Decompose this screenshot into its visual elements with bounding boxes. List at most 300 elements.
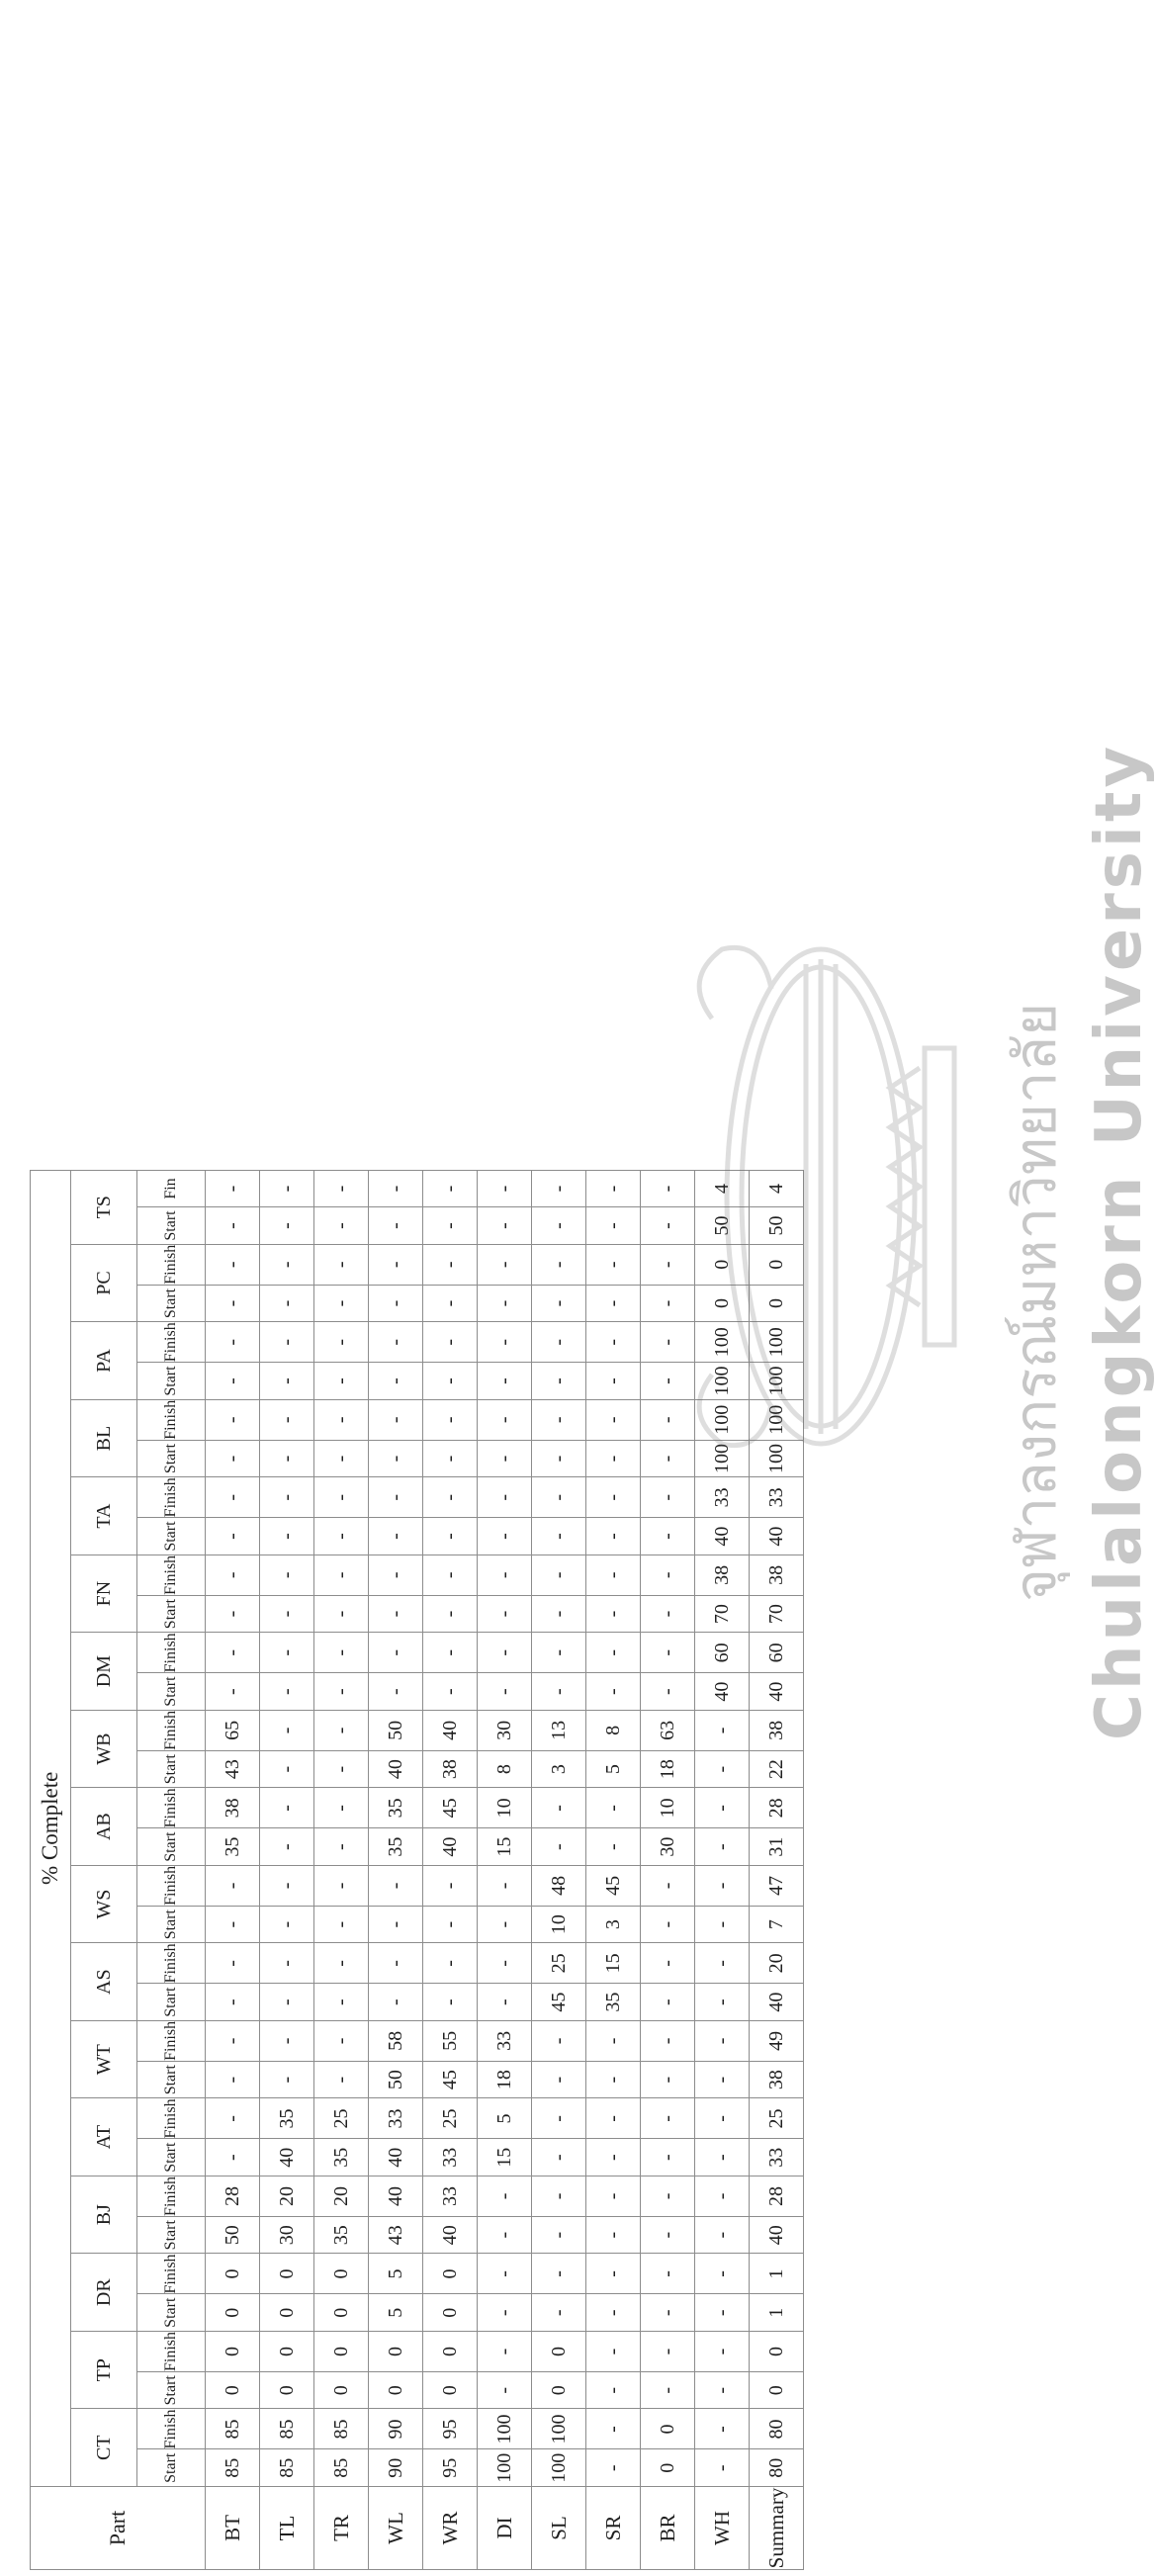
table-cell: 40 xyxy=(369,1750,423,1788)
table-cell: 25 xyxy=(750,2098,804,2139)
table-cell: - xyxy=(586,2098,641,2139)
table-cell: - xyxy=(695,2020,750,2061)
table-cell: - xyxy=(586,1788,641,1828)
table-cell: - xyxy=(532,1285,586,1322)
table-cell: - xyxy=(641,2331,695,2371)
table-cell: - xyxy=(369,1477,423,1518)
table-cell: - xyxy=(532,1828,586,1866)
table-cell: 100 xyxy=(695,1440,750,1477)
table-cell: 100 xyxy=(750,1363,804,1400)
table-cell: - xyxy=(695,1865,750,1906)
table-cell: 50 xyxy=(750,1207,804,1245)
table-cell: - xyxy=(206,1595,260,1633)
table-cell: - xyxy=(695,2139,750,2176)
table-cell: 0 xyxy=(695,1285,750,1322)
table-cell: 0 xyxy=(260,2331,314,2371)
table-cell: - xyxy=(478,1554,532,1595)
table-cell: - xyxy=(641,2254,695,2294)
table-cell: - xyxy=(532,1244,586,1285)
table-cell: - xyxy=(586,2409,641,2449)
row-part-label: WL xyxy=(369,2487,423,2570)
start-header: Start xyxy=(137,1518,206,1555)
table-cell: - xyxy=(695,2176,750,2216)
table-cell: 0 xyxy=(423,2371,478,2409)
finish-header: Finish xyxy=(137,1788,206,1828)
table-cell: - xyxy=(260,1633,314,1673)
table-cell: 38 xyxy=(750,1554,804,1595)
table-cell: - xyxy=(314,1984,369,2021)
table-cell: - xyxy=(206,1170,260,1207)
table-cell: - xyxy=(369,1906,423,1943)
table-cell: - xyxy=(532,2061,586,2098)
table-cell: 50 xyxy=(369,2061,423,2098)
start-header: Start xyxy=(137,1207,206,1245)
table-cell: - xyxy=(641,1906,695,1943)
table-cell: - xyxy=(532,1788,586,1828)
table-cell: - xyxy=(586,2294,641,2332)
table-cell: 47 xyxy=(750,1865,804,1906)
table-cell: - xyxy=(260,1170,314,1207)
table-cell: - xyxy=(695,1750,750,1788)
group-header-ta: TA xyxy=(71,1477,137,1555)
table-cell: 45 xyxy=(423,2061,478,2098)
table-cell: 28 xyxy=(206,2176,260,2216)
table-cell: 0 xyxy=(314,2331,369,2371)
table-cell: - xyxy=(206,1440,260,1477)
table-cell: - xyxy=(369,1244,423,1285)
table-cell: - xyxy=(532,2176,586,2216)
table-cell: 0 xyxy=(750,2331,804,2371)
table-cell: 1 xyxy=(750,2254,804,2294)
table-cell: 40 xyxy=(369,2139,423,2176)
table-cell: 5 xyxy=(369,2294,423,2332)
row-part-label: DI xyxy=(478,2487,532,2570)
table-cell: 0 xyxy=(314,2371,369,2409)
table-cell: 100 xyxy=(695,1322,750,1363)
table-cell: - xyxy=(478,1285,532,1322)
table-cell: 35 xyxy=(586,1984,641,2021)
row-part-label: BR xyxy=(641,2487,695,2570)
table-cell: - xyxy=(586,2371,641,2409)
table-cell: 25 xyxy=(423,2098,478,2139)
row-part-label: SR xyxy=(586,2487,641,2570)
table-cell: - xyxy=(478,1633,532,1673)
table-cell: - xyxy=(423,1943,478,1984)
table-cell: - xyxy=(314,1518,369,1555)
table-cell: - xyxy=(695,1710,750,1750)
table-cell: - xyxy=(314,1322,369,1363)
table-cell: - xyxy=(423,1244,478,1285)
table-cell: - xyxy=(586,1633,641,1673)
table-cell: 0 xyxy=(260,2254,314,2294)
table-cell: 5 xyxy=(369,2254,423,2294)
table-cell: 38 xyxy=(750,1710,804,1750)
percent-complete-table xyxy=(30,1170,804,2570)
table-cell: - xyxy=(641,1865,695,1906)
table-cell: - xyxy=(641,2020,695,2061)
start-header: Start xyxy=(137,1440,206,1477)
table-row xyxy=(695,1170,750,2569)
table-cell: 95 xyxy=(423,2449,478,2487)
table-cell: - xyxy=(206,1363,260,1400)
table-cell: 100 xyxy=(750,1322,804,1363)
table-cell: - xyxy=(369,1943,423,1984)
table-cell: - xyxy=(532,2098,586,2139)
table-cell: 35 xyxy=(314,2139,369,2176)
table-cell: - xyxy=(260,1750,314,1788)
table-cell: 50 xyxy=(695,1207,750,1245)
table-cell: - xyxy=(478,1673,532,1711)
watermark-thai-text: จุฬาลงกรณ์มหาวิทยาลัย xyxy=(1002,1002,1069,1602)
table-cell: - xyxy=(532,2254,586,2294)
table-cell: - xyxy=(641,1363,695,1400)
table-cell: - xyxy=(206,2098,260,2139)
table-cell: 18 xyxy=(641,1750,695,1788)
table-cell: - xyxy=(586,1673,641,1711)
start-header: Start xyxy=(137,1673,206,1711)
table-cell: - xyxy=(423,1399,478,1440)
row-part-label: TL xyxy=(260,2487,314,2570)
table-cell: - xyxy=(532,2020,586,2061)
table-cell: 15 xyxy=(478,1828,532,1866)
table-cell: 4 xyxy=(695,1170,750,1207)
table-cell: - xyxy=(695,2216,750,2254)
table-cell: - xyxy=(586,1595,641,1633)
finish-header: Finish xyxy=(137,2176,206,2216)
group-header-dr: DR xyxy=(71,2254,137,2332)
table-cell: 0 xyxy=(423,2331,478,2371)
table-cell: - xyxy=(532,1477,586,1518)
table-cell: - xyxy=(478,2176,532,2216)
table-cell: 0 xyxy=(423,2254,478,2294)
table-cell: - xyxy=(532,1170,586,1207)
table-cell: - xyxy=(369,1984,423,2021)
row-part-label: SL xyxy=(532,2487,586,2570)
table-cell: 38 xyxy=(206,1788,260,1828)
table-cell: - xyxy=(206,1399,260,1440)
table-cell: - xyxy=(695,1943,750,1984)
table-cell: - xyxy=(586,1170,641,1207)
table-cell: - xyxy=(478,1170,532,1207)
table-cell: - xyxy=(478,1984,532,2021)
table-cell: 60 xyxy=(695,1633,750,1673)
table-cell: - xyxy=(586,2449,641,2487)
table-cell: - xyxy=(314,1865,369,1906)
table-cell: 0 xyxy=(206,2331,260,2371)
table-cell: 58 xyxy=(369,2020,423,2061)
table-cell: 35 xyxy=(260,2098,314,2139)
finish-header: Finish xyxy=(137,1633,206,1673)
table-cell: 5 xyxy=(478,2098,532,2139)
table-cell: - xyxy=(314,1399,369,1440)
table-cell: - xyxy=(260,1828,314,1866)
table-row xyxy=(260,1170,314,2569)
table-cell: 0 xyxy=(641,2449,695,2487)
table-cell: - xyxy=(423,1673,478,1711)
table-cell: - xyxy=(314,1633,369,1673)
finish-header: Finish xyxy=(137,1554,206,1595)
group-header-dm: DM xyxy=(71,1633,137,1711)
table-row xyxy=(641,1170,695,2569)
table-cell: - xyxy=(260,1943,314,1984)
table-cell: 15 xyxy=(478,2139,532,2176)
table-cell: - xyxy=(478,1518,532,1555)
table-cell: - xyxy=(314,1943,369,1984)
table-cell: - xyxy=(641,1673,695,1711)
table-cell: 40 xyxy=(750,1518,804,1555)
table-cell: - xyxy=(423,1595,478,1633)
group-header-pc: PC xyxy=(71,1244,137,1322)
table-cell: 85 xyxy=(206,2449,260,2487)
table-cell: 100 xyxy=(478,2449,532,2487)
table-cell: 70 xyxy=(695,1595,750,1633)
table-cell: 4 xyxy=(750,1170,804,1207)
table-cell: - xyxy=(641,1322,695,1363)
table-cell: 95 xyxy=(423,2409,478,2449)
finish-header: Finish xyxy=(137,1865,206,1906)
table-cell: - xyxy=(641,2371,695,2409)
table-cell: - xyxy=(641,1633,695,1673)
part-column-header: Part xyxy=(31,2487,206,2570)
table-cell: 49 xyxy=(750,2020,804,2061)
table-cell: - xyxy=(695,2061,750,2098)
table-cell: - xyxy=(641,1984,695,2021)
table-cell: 40 xyxy=(750,1673,804,1711)
table-cell: - xyxy=(369,1285,423,1322)
table-cell: - xyxy=(369,1170,423,1207)
table-cell: 5 xyxy=(586,1750,641,1788)
table-cell: 0 xyxy=(206,2294,260,2332)
table-cell: - xyxy=(586,2216,641,2254)
table-cell: 40 xyxy=(695,1518,750,1555)
table-cell: - xyxy=(423,1207,478,1245)
table-cell: - xyxy=(314,1440,369,1477)
table-cell: 33 xyxy=(369,2098,423,2139)
table-cell: - xyxy=(260,1673,314,1711)
table-cell: - xyxy=(532,1518,586,1555)
table-cell: 0 xyxy=(532,2371,586,2409)
table-cell: 40 xyxy=(369,2176,423,2216)
table-cell: - xyxy=(586,2176,641,2216)
table-cell: - xyxy=(260,1518,314,1555)
table-cell: - xyxy=(369,1399,423,1440)
table-cell: 100 xyxy=(750,1399,804,1440)
table-cell: - xyxy=(260,1554,314,1595)
group-header-bj: BJ xyxy=(71,2176,137,2254)
table-cell: 0 xyxy=(695,1244,750,1285)
group-header-pa: PA xyxy=(71,1322,137,1400)
table-cell: 20 xyxy=(260,2176,314,2216)
table-cell: - xyxy=(260,1440,314,1477)
table-cell: - xyxy=(586,1363,641,1400)
table-cell: - xyxy=(206,1322,260,1363)
group-header-at: AT xyxy=(71,2098,137,2176)
start-header: Start xyxy=(137,1828,206,1866)
table-cell: 35 xyxy=(369,1828,423,1866)
table-cell: - xyxy=(478,1477,532,1518)
group-header-bl: BL xyxy=(71,1399,137,1477)
table-cell: - xyxy=(641,1477,695,1518)
table-cell: - xyxy=(478,1865,532,1906)
table-cell: - xyxy=(532,1322,586,1363)
finish-header: Finish xyxy=(137,2331,206,2371)
table-cell: - xyxy=(478,2294,532,2332)
header-title-row xyxy=(31,1170,71,2569)
table-cell: - xyxy=(586,1518,641,1555)
table-cell: 38 xyxy=(750,2061,804,2098)
table-cell: - xyxy=(586,2139,641,2176)
table-cell: 55 xyxy=(423,2020,478,2061)
finish-header: Finish xyxy=(137,1399,206,1440)
table-cell: - xyxy=(532,2139,586,2176)
table-cell: 0 xyxy=(750,2371,804,2409)
row-part-label: WR xyxy=(423,2487,478,2570)
table-cell: 28 xyxy=(750,1788,804,1828)
table-cell: - xyxy=(369,1554,423,1595)
row-part-label: Summary xyxy=(750,2487,804,2570)
start-header: Start xyxy=(137,1285,206,1322)
table-cell: - xyxy=(641,2098,695,2139)
table-cell: - xyxy=(314,1244,369,1285)
table-cell: 85 xyxy=(260,2409,314,2449)
group-header-ws: WS xyxy=(71,1865,137,1943)
table-cell: 50 xyxy=(206,2216,260,2254)
table-cell: - xyxy=(641,2139,695,2176)
table-cell: - xyxy=(206,2061,260,2098)
finish-header: Finish xyxy=(137,2409,206,2449)
table-cell: - xyxy=(586,1554,641,1595)
table-cell: 10 xyxy=(532,1906,586,1943)
table-cell: 1 xyxy=(750,2294,804,2332)
table-cell: - xyxy=(369,1865,423,1906)
table-cell: - xyxy=(369,1595,423,1633)
start-header: Start xyxy=(137,2216,206,2254)
table-cell: 50 xyxy=(369,1710,423,1750)
table-cell: - xyxy=(314,1285,369,1322)
table-cell: 45 xyxy=(586,1865,641,1906)
table-cell: 30 xyxy=(478,1710,532,1750)
table-cell: 65 xyxy=(206,1710,260,1750)
table-cell: 0 xyxy=(423,2294,478,2332)
start-header: Start xyxy=(137,2449,206,2487)
table-cell: 45 xyxy=(532,1984,586,2021)
table-cell: 0 xyxy=(532,2331,586,2371)
table-cell: - xyxy=(260,1788,314,1828)
table-cell: 35 xyxy=(369,1788,423,1828)
table-cell: - xyxy=(695,1906,750,1943)
table-cell: - xyxy=(478,2216,532,2254)
table-cell: - xyxy=(260,1285,314,1322)
table-cell: 25 xyxy=(314,2098,369,2139)
finish-header: Finish xyxy=(137,1322,206,1363)
finish-header: Fin xyxy=(137,1170,206,1207)
table-cell: 22 xyxy=(750,1750,804,1788)
table-cell: 30 xyxy=(641,1828,695,1866)
group-header-ts: TS xyxy=(71,1170,137,1244)
row-part-label: WH xyxy=(695,2487,750,2570)
table-cell: - xyxy=(260,1710,314,1750)
table-cell: - xyxy=(369,1207,423,1245)
table-cell: - xyxy=(586,1285,641,1322)
table-cell: 0 xyxy=(750,1244,804,1285)
table-cell: - xyxy=(260,1363,314,1400)
table-cell: 35 xyxy=(206,1828,260,1866)
table-cell: - xyxy=(260,2020,314,2061)
table-cell: 30 xyxy=(260,2216,314,2254)
table-cell: 85 xyxy=(314,2409,369,2449)
table-cell: - xyxy=(641,2061,695,2098)
table-cell: - xyxy=(695,1828,750,1866)
table-cell: - xyxy=(532,1440,586,1477)
table-cell: 13 xyxy=(532,1710,586,1750)
table-cell: - xyxy=(695,2098,750,2139)
table-cell: - xyxy=(423,1285,478,1322)
table-cell: 0 xyxy=(641,2409,695,2449)
table-cell: - xyxy=(641,2176,695,2216)
watermark-english-text: Chulalongkorn University xyxy=(1083,742,1156,1740)
table-cell: - xyxy=(586,2020,641,2061)
table-cell: - xyxy=(314,1906,369,1943)
table-cell: 40 xyxy=(423,2216,478,2254)
table-cell: 100 xyxy=(532,2409,586,2449)
table-cell: - xyxy=(478,1906,532,1943)
table-cell: - xyxy=(586,1399,641,1440)
table-cell: - xyxy=(260,1906,314,1943)
table-cell: - xyxy=(695,1788,750,1828)
table-cell: - xyxy=(478,1207,532,1245)
table-cell: - xyxy=(641,1554,695,1595)
table-cell: 100 xyxy=(695,1399,750,1440)
table-cell: - xyxy=(586,1477,641,1518)
table-cell: - xyxy=(314,1750,369,1788)
table-cell: - xyxy=(369,1322,423,1363)
summary-row xyxy=(750,1170,804,2569)
finish-header: Finish xyxy=(137,2098,206,2139)
group-header-fn: FN xyxy=(71,1554,137,1633)
table-cell: - xyxy=(586,2331,641,2371)
table-cell: - xyxy=(423,1865,478,1906)
table-cell: - xyxy=(532,1399,586,1440)
start-finish-header-row xyxy=(137,1170,206,2569)
table-row xyxy=(478,1170,532,2569)
table-cell: - xyxy=(532,1363,586,1400)
table-cell: - xyxy=(206,2139,260,2176)
table-cell: - xyxy=(586,1207,641,1245)
table-cell: 0 xyxy=(314,2254,369,2294)
table-cell: 0 xyxy=(314,2294,369,2332)
table-cell: - xyxy=(314,1788,369,1828)
table-cell: - xyxy=(206,1865,260,1906)
table-cell: - xyxy=(641,1207,695,1245)
table-cell: 8 xyxy=(586,1710,641,1750)
start-header: Start xyxy=(137,1595,206,1633)
table-cell: - xyxy=(314,1710,369,1750)
group-header-tp: TP xyxy=(71,2331,137,2409)
table-cell: 28 xyxy=(750,2176,804,2216)
table-cell: 20 xyxy=(314,2176,369,2216)
table-cell: - xyxy=(206,1207,260,1245)
finish-header: Finish xyxy=(137,1943,206,1984)
table-cell: 40 xyxy=(750,2216,804,2254)
table-row xyxy=(206,1170,260,2569)
finish-header: Finish xyxy=(137,2254,206,2294)
table-cell: 33 xyxy=(750,2139,804,2176)
table-cell: 0 xyxy=(260,2294,314,2332)
table-cell: - xyxy=(314,2061,369,2098)
table-cell: - xyxy=(695,2294,750,2332)
table-cell: - xyxy=(314,1554,369,1595)
table-cell: 85 xyxy=(260,2449,314,2487)
